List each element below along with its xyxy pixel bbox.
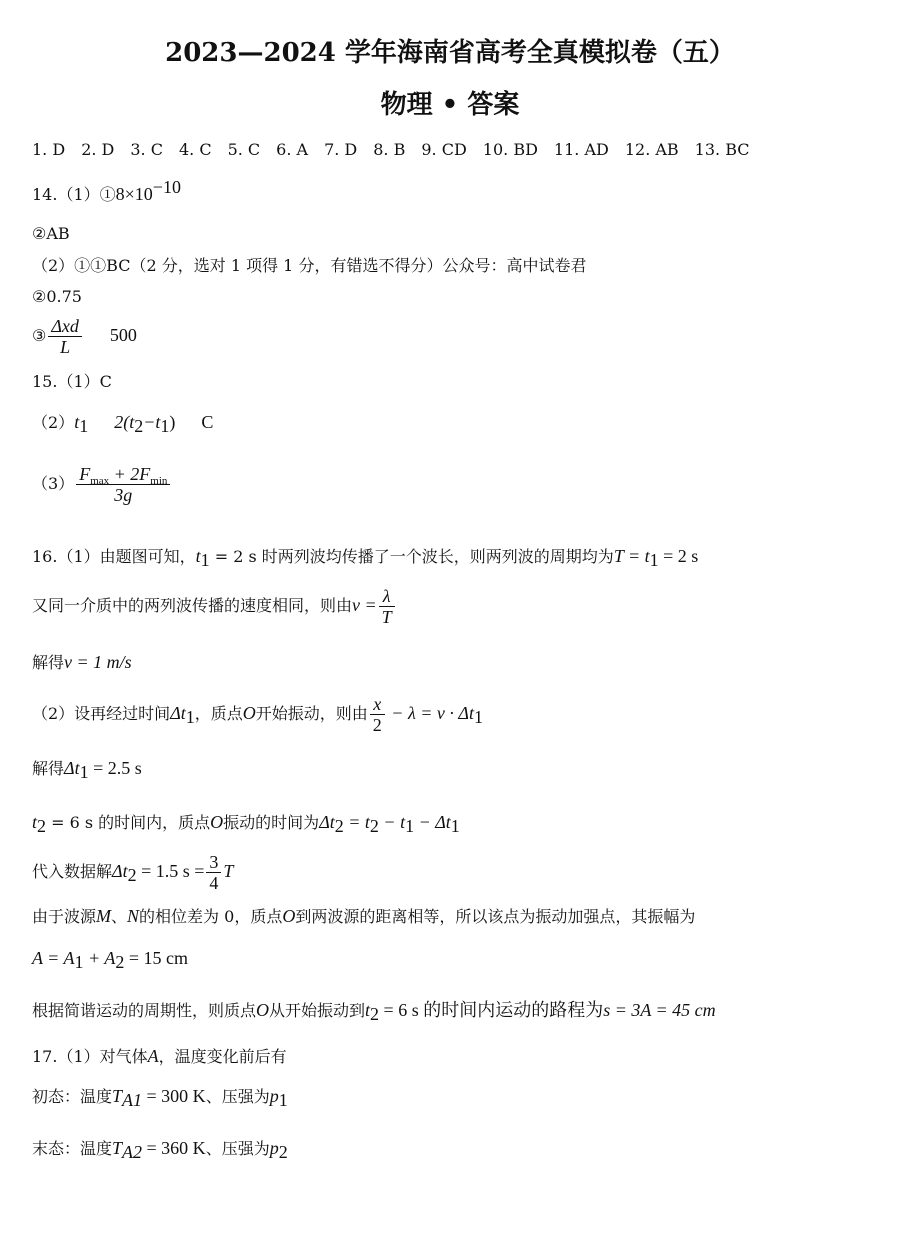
mc-answer: 13. BC bbox=[694, 140, 750, 159]
mc-answer: 4. C bbox=[178, 140, 212, 159]
mc-answer: 8. B bbox=[373, 140, 406, 159]
mc-answer: 9. CD bbox=[421, 140, 467, 159]
q15-part1: 15.（1）C bbox=[32, 372, 112, 391]
q17-line2: 初态：温度$T_{A1} = 300$ K、压强为$p_1$ bbox=[32, 1086, 288, 1110]
q16-line6: $t_2 = 6$ s 的时间内，质点O振动的时间为$\Delta t_2 = t_2 - t_1 - \Delta t_1$ bbox=[32, 812, 460, 836]
mc-answer: 6. A bbox=[276, 140, 309, 159]
mc-answer: 5. C bbox=[227, 140, 261, 159]
q16-line7: 代入数据解$\Delta t_2 = 1.5$ s = $\frac{3}{4}$ T bbox=[32, 852, 234, 893]
mc-answer: 1. D bbox=[32, 140, 66, 159]
q16-line8: 由于波源M、N的相位差为 0，质点O到两波源的距离相等，所以该点为振动加强点，其振幅为 bbox=[32, 906, 696, 926]
mc-answer: 7. D bbox=[324, 140, 358, 159]
mc-answer: 12. AB bbox=[624, 140, 679, 159]
mc-answer: 11. AD bbox=[553, 140, 609, 159]
q16-line1: 16.（1）由题图可知，$t_1 = 2$ s 时两列波均传播了一个波长，则两列波的周期均为$T = t_1 = 2$ s bbox=[32, 546, 699, 570]
q14-part1: $14.(1)①8\times 10^{-10}$ bbox=[32, 177, 181, 204]
q16-line3: 解得v = 1 m/s bbox=[32, 652, 132, 672]
mc-answer: 10. BD bbox=[482, 140, 538, 159]
q15-part3: （3） $\frac{F_{max} + 2F_{min}}{3g}$ bbox=[32, 464, 172, 505]
page-subtitle: 物理 • 答案 bbox=[380, 90, 520, 120]
q16-line9: $A = A_1 + A_2 = 15$ cm bbox=[32, 948, 188, 972]
q15-part2: $(2)t_1$ $2(t_2-t_1)$ C bbox=[32, 412, 214, 436]
q17-line3: 末态：温度$T_{A2} = 360$ K、压强为$p_2$ bbox=[32, 1138, 288, 1162]
q16-line10: 根据简谐运动的周期性，则质点O从开始振动到$t_2 = 6$ s 的时间内运动的路程为s = 3A = 45 cm bbox=[32, 1000, 716, 1024]
q16-line5: 解得$\Delta t_1 = 2.5$ s bbox=[32, 758, 142, 782]
q14-part1b: ②AB bbox=[32, 224, 70, 243]
mc-answers-row bbox=[32, 140, 766, 160]
page-title: 2023—2024 学年海南省高考全真模拟卷（五） bbox=[165, 38, 735, 68]
q14-part2c: ③ $\frac{\text{Δxd}}{L}$ 500 bbox=[32, 316, 137, 357]
q17-line1: 17.（1）对气体A，温度变化前后有 bbox=[32, 1046, 287, 1066]
q16-line2: 又同一介质中的两列波传播的速度相同，则由v = $\frac{\lambda}{T}$ bbox=[32, 586, 397, 627]
q14-part2b: ②0.75 bbox=[32, 287, 82, 306]
mc-answer: 3. C bbox=[130, 140, 163, 159]
mc-answer: 2. D bbox=[81, 140, 115, 159]
q16-line4: （2）设再经过时间$\Delta t_1$，质点O开始振动，则由 $\frac{x}{2}$ − $\lambda = v \cdot \Delta t_1$ bbox=[32, 694, 483, 735]
q14-part2: （2）①①BC（2 分，选对 1 项得 1 分，有错选不得分）公众号：高中试卷君 bbox=[32, 256, 587, 275]
